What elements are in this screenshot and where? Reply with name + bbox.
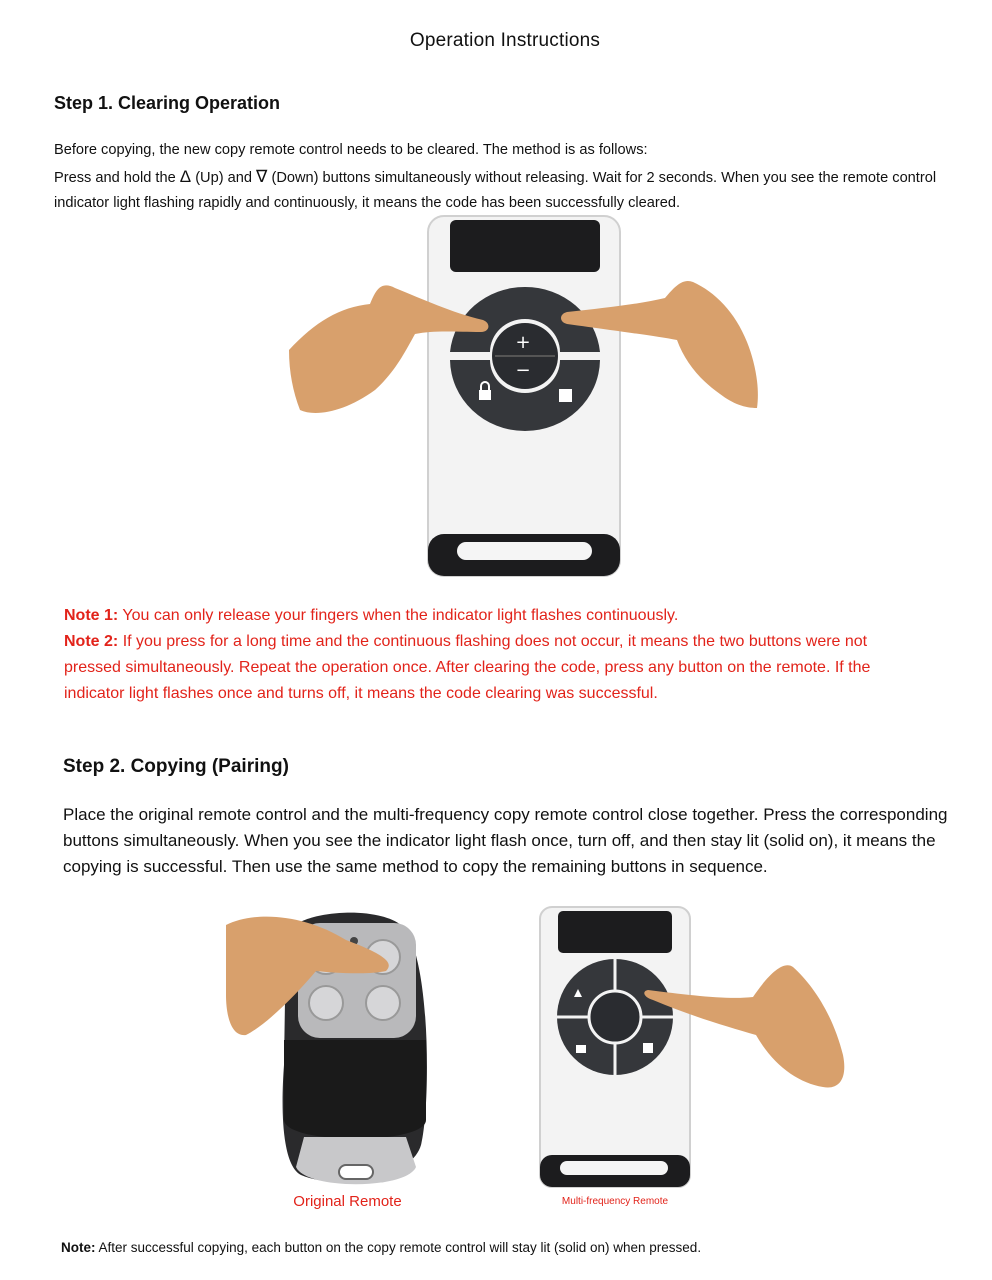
- clearing-illustration: [285, 212, 765, 582]
- final-note-text: After successful copying, each button on the copy remote control will stay lit (solid on) when pressed.: [98, 1240, 702, 1255]
- caption-original-remote: Original Remote: [293, 1193, 402, 1210]
- step2-body: Place the original remote control and the multi-frequency copy remote control close together. Press the corresponding buttons simultaneously. When you see the indicator light flash once, turn off, and then stay lit (solid on), it means the copying is successful. Then use the same method to copy the remaining buttons in sequence.: [63, 805, 948, 876]
- multi-remote-illustration: [538, 905, 848, 1190]
- step1-heading: Step 1. Clearing Operation: [54, 93, 281, 113]
- final-note: [61, 1240, 701, 1255]
- lock-icon: [479, 390, 491, 400]
- final-note-label: Note:: [61, 1240, 96, 1255]
- note1-label: Note 1:: [64, 607, 119, 624]
- step1-instruction: [54, 164, 959, 216]
- caption-multi-remote: Multi-frequency Remote: [561, 1196, 669, 1207]
- notes-block: [64, 603, 924, 707]
- original-remote-illustration: [226, 905, 441, 1190]
- instruction-part3: (Down) buttons simultaneously without releasing. Wait for 2 seconds. When you see the remote control indicator light flashing rapidly and continuously, it means the code has been successfully cleared.: [54, 170, 937, 211]
- instruction-part2: (Up) and: [195, 170, 252, 186]
- note2-label: Note 2:: [64, 633, 119, 650]
- stop-icon: [559, 389, 572, 402]
- step2-heading: Step 2. Copying (Pairing): [63, 756, 289, 777]
- plus-label: +: [515, 332, 531, 353]
- note2-text: If you press for a long time and the continuous flashing does not occur, it means the two buttons were not pressed simultaneously. Repeat the operation once. After clearing the code, press any button on the remote. If the indicator light flashes once and turns off, it means the code clearing was successful.: [64, 633, 871, 702]
- down-symbol: ∇: [256, 167, 268, 186]
- page-title: Operation Instructions: [409, 30, 601, 51]
- step1-intro: Before copying, the new copy remote control needs to be cleared. The method is as follows:: [54, 142, 648, 158]
- minus-label: −: [515, 360, 531, 381]
- note1-text: You can only release your fingers when the indicator light flashes continuously.: [122, 607, 679, 624]
- instruction-part1: Press and hold the: [54, 170, 176, 186]
- up-symbol: Δ: [179, 167, 192, 186]
